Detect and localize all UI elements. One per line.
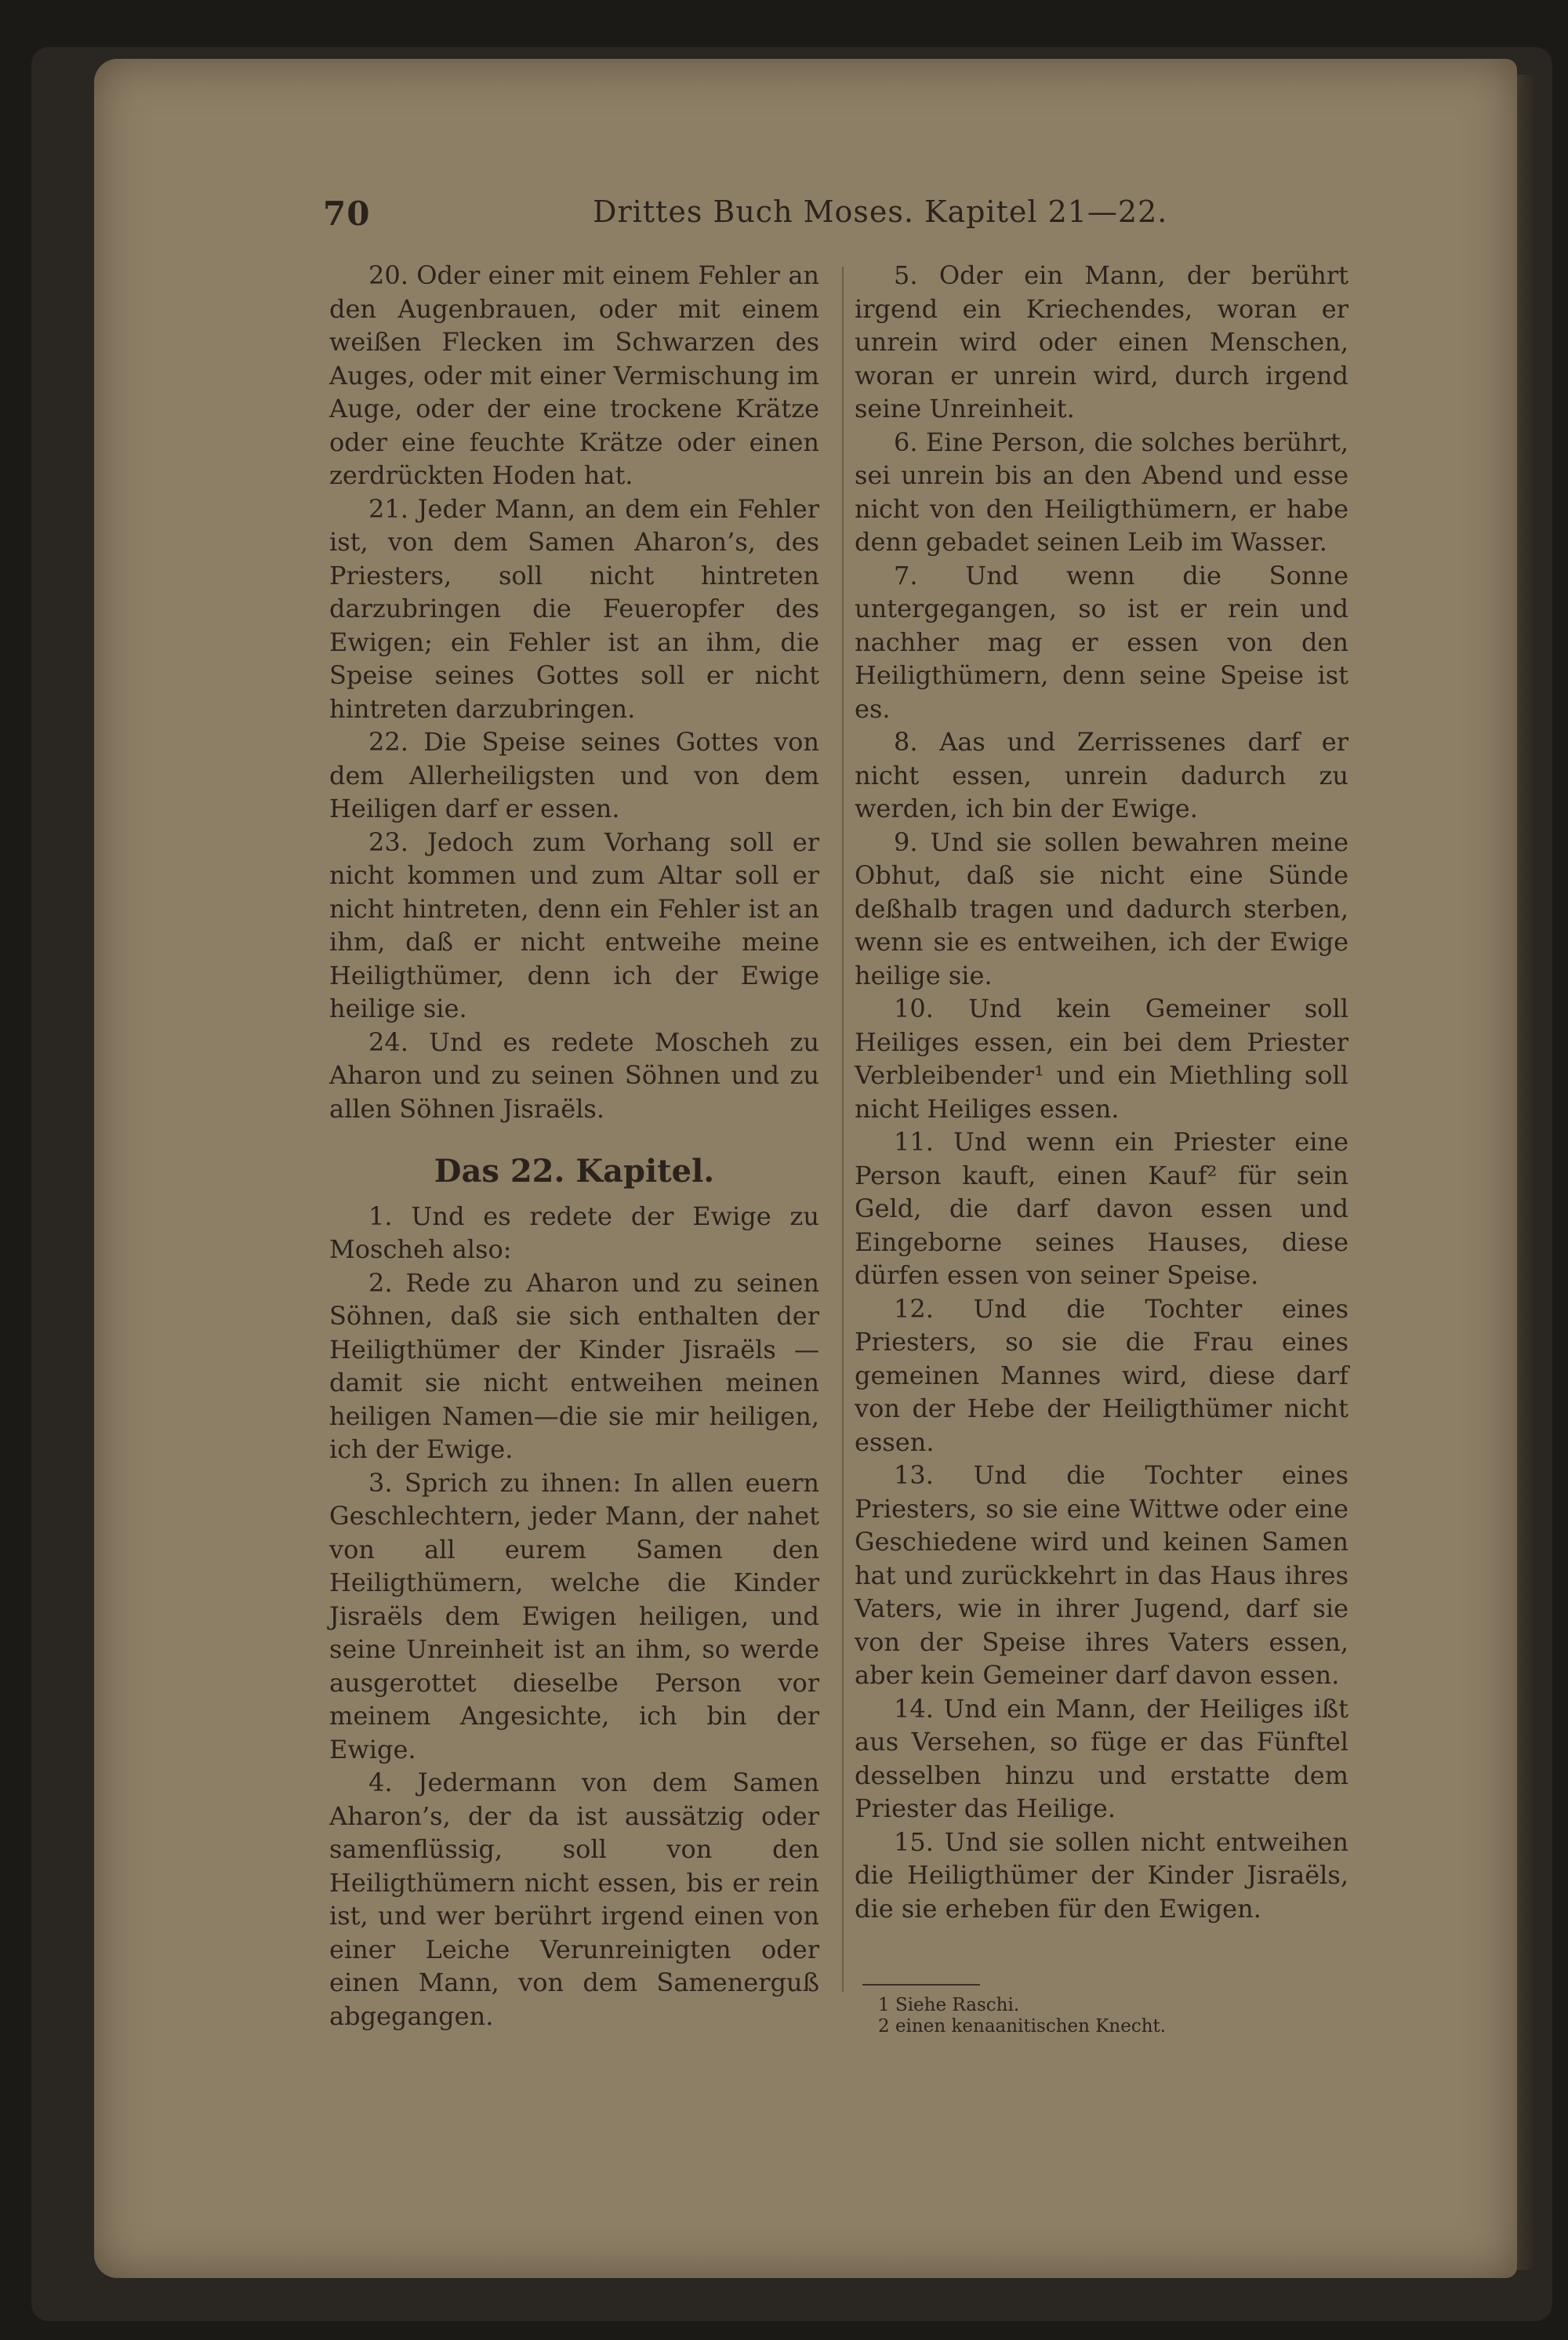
verse: 4. Jedermann von dem Samen Aharon’s, der da ist aussätzig oder samenflüssig, soll von den Heiligthümern nicht essen, bis er rein ist, und wer berührt irgend einen von einer Leiche Verunreinigten oder einen Mann, von dem Samenerguß abgegangen. bbox=[329, 1768, 819, 2031]
verse: 8. Aas und Zerrissenes darf er nicht essen, unrein dadurch zu werden, ich bin der Ewige. bbox=[855, 727, 1348, 823]
verse: 5. Oder ein Mann, der berührt irgend ein Kriechendes, woran er unrein wird oder einen Menschen, woran er unrein wird, durch irgend seine Unreinheit. bbox=[855, 260, 1348, 423]
verse: 6. Eine Person, die solches berührt, sei unrein bis an den Abend und esse nicht von den Heiligthümern, er habe denn gebadet seinen Leib im Wasser. bbox=[855, 427, 1348, 557]
verse: 24. Und es redete Moscheh zu Aharon und zu seinen Söhnen und zu allen Söhnen Jisraëls. bbox=[329, 1026, 819, 1124]
verse: 13. Und die Tochter eines Priesters, so sie eine Wittwe oder eine Geschiedene wird und keinen Samen hat und zurückkehrt in das Haus ihres Vaters, wie in ihrer Jugend, darf sie von der Speise ihres Vaters essen, aber kein Gemeiner darf davon essen. bbox=[855, 1460, 1348, 1690]
footnote-rule bbox=[862, 1984, 980, 1986]
column-divider bbox=[842, 267, 844, 1992]
verse: 1. Und es redete der Ewige zu Moscheh also: bbox=[329, 1201, 819, 1264]
verse: 3. Sprich zu ihnen: In allen euern Geschlechtern, jeder Mann, der nahet von all eurem Samen den Heiligthümern, welche die Kinder Jisraëls dem Ewigen heiligen, und seine Unreinheit ist an ihm, so werde ausgerottet dieselbe Person vor meinem Angesichte, ich bin der Ewige. bbox=[329, 1467, 819, 1764]
verse: 10. Und kein Gemeiner soll Heiliges essen, ein bei dem Priester Verbleibender¹ und ein Miethling soll nicht Heiliges essen. bbox=[855, 994, 1348, 1124]
verse: 11. Und wenn ein Priester eine Person kauft, einen Kauf² für sein Geld, die darf davon essen und Eingeborne seines Hauses, diese dürfen essen von seiner Speise. bbox=[855, 1127, 1348, 1290]
verse: 23. Jedoch zum Vorhang soll er nicht kommen und zum Altar soll er nicht hintreten, denn ein Fehler ist an ihm, daß er nicht entweihe meine Heiligthümer, denn ich der Ewige heilige sie. bbox=[329, 827, 819, 1023]
verse: 15. Und sie sollen nicht entweihen die Heiligthümer der Kinder Jisraëls, die sie erheben für den Ewigen. bbox=[855, 1826, 1348, 1924]
verse: 7. Und wenn die Sonne untergegangen, so ist er rein und nachher mag er essen von den Heiligthümern, denn seine Speise ist es. bbox=[855, 560, 1348, 724]
footnote: 1 Siehe Raschi. bbox=[878, 1995, 1020, 2015]
chapter-title: Das 22. Kapitel. bbox=[434, 1153, 715, 1190]
right-column bbox=[855, 259, 1348, 2037]
verse: 2. Rede zu Aharon und zu seinen Söhnen, daß sie sich enthalten der Heiligthümer der Kinder Jisraëls — damit sie nicht entweihen meinen heiligen Namen—die sie mir heiligen, ich der Ewige. bbox=[329, 1267, 819, 1464]
page-number: 70 bbox=[323, 194, 371, 233]
verse: 14. Und ein Mann, der Heiliges ißt aus Versehen, so füge er das Fünftel desselben hinzu und erstatte dem Priester das Heilige. bbox=[855, 1693, 1348, 1823]
running-title: Drittes Buch Moses. Kapitel 21—22. bbox=[593, 194, 1168, 229]
verse: 20. Oder einer mit einem Fehler an den Augenbrauen, oder mit einem weißen Flecken im Schwarzen des Auges, oder mit einer Vermischung im Auge, oder der eine trockene Krätze oder eine feuchte Krätze oder einen zerdrückten Hoden hat. bbox=[329, 260, 819, 490]
verse: 9. Und sie sollen bewahren meine Obhut, daß sie nicht eine Sünde deßhalb tragen und dadurch sterben, wenn sie es entweihen, ich der Ewige heilige sie. bbox=[855, 827, 1348, 990]
verse: 22. Die Speise seines Gottes von dem Allerheiligsten und von dem Heiligen darf er essen. bbox=[329, 727, 819, 823]
page-header bbox=[323, 194, 1358, 238]
left-column bbox=[329, 259, 819, 2033]
verse: 21. Jeder Mann, an dem ein Fehler ist, von dem Samen Aharon’s, des Priesters, soll nicht hintreten darzubringen die Feueropfer des Ewigen; ein Fehler ist an ihm, die Speise seines Gottes soll er nicht hintreten darzubringen. bbox=[329, 493, 819, 724]
verse: 12. Und die Tochter eines Priesters, so sie die Frau eines gemeinen Mannes wird, diese darf von der Hebe der Heiligthümer nicht essen. bbox=[855, 1293, 1348, 1457]
footnote: 2 einen kenaanitischen Knecht. bbox=[878, 2016, 1167, 2037]
